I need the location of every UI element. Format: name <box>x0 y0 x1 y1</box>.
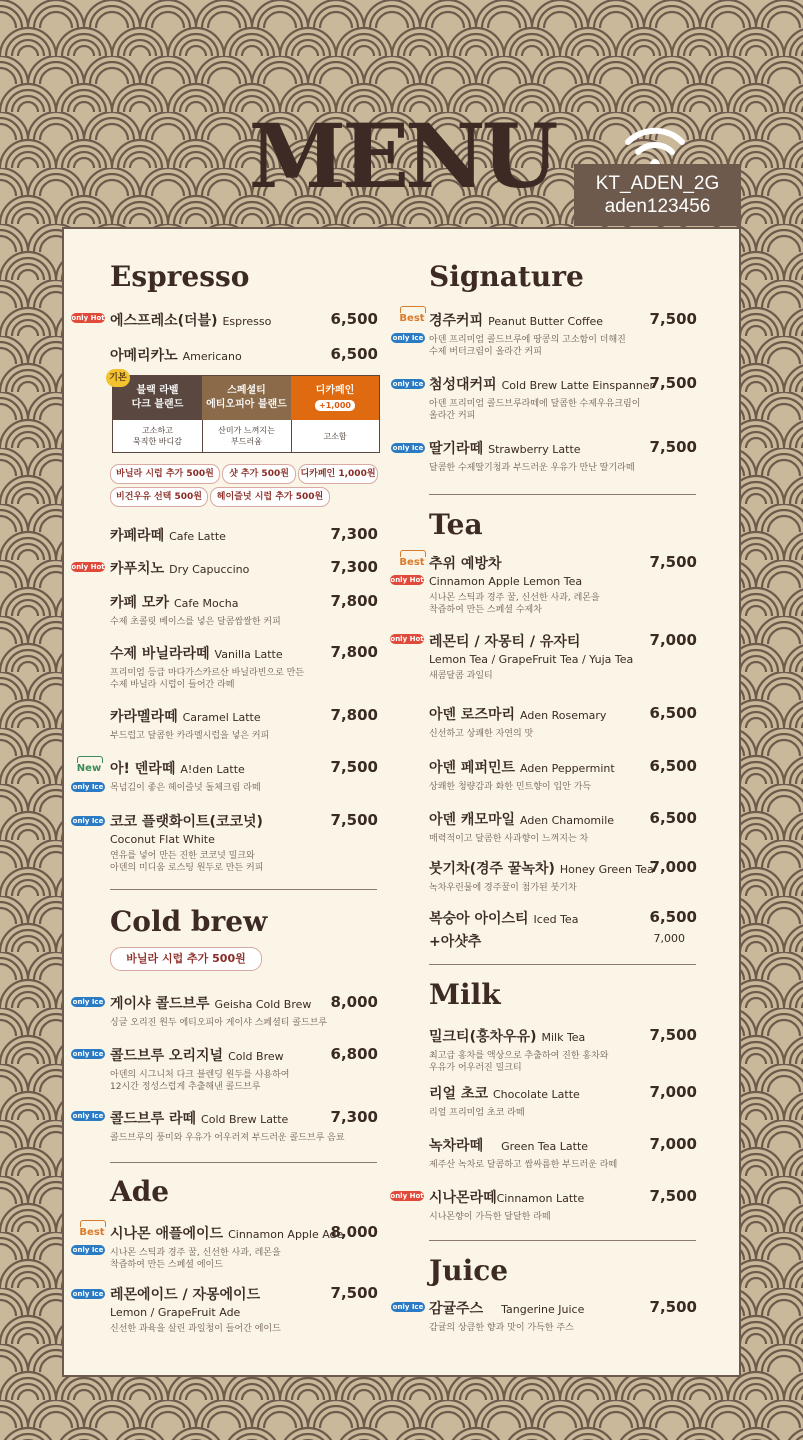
bean-head-text: 디카페인 <box>315 384 355 396</box>
menu-item-cinnamon-apple-lemon-tea <box>429 553 697 616</box>
divider <box>110 889 377 890</box>
item-price: 7,000 <box>649 1083 697 1101</box>
item-price: 6,500 <box>330 345 378 363</box>
bean-head-text: 스페셜티 에티오피아 블랜드 <box>206 385 287 410</box>
menu-item-espresso <box>110 310 378 330</box>
item-desc: 아덴 프리미엄 콜드브루라떼에 달콤한 수제우유크림이 올라간 커피 <box>429 399 641 421</box>
item-en: Cinnamon Apple Lemon Tea <box>429 575 583 588</box>
item-en: Aden Chamomile <box>520 814 615 827</box>
bean-head <box>291 376 379 420</box>
menu-item-citrus-tea <box>429 631 697 682</box>
item-en: Aden Rosemary <box>520 709 607 722</box>
item-name: 레몬에이드 / 자몽에이드 <box>110 1287 261 1303</box>
item-price: 6,500 <box>649 704 697 722</box>
item-name: 시나몬 애플에이드 <box>110 1226 224 1242</box>
best-tag: Best <box>396 306 428 324</box>
item-price: 7,500 <box>649 310 697 328</box>
item-name: 카푸치노 <box>110 561 165 577</box>
item-name: 녹차라떼 <box>429 1138 484 1154</box>
menu-item-americano <box>110 345 378 365</box>
item-desc: 목넘김이 좋은 헤이즐넛 돌체크림 라떼 <box>110 783 261 793</box>
item-en: Americano <box>182 350 242 363</box>
menu-item-green-tea-latte <box>429 1135 697 1171</box>
only-ice-tag: only Ice <box>72 1290 104 1298</box>
item-name: 복숭아 아이스티 <box>429 911 529 927</box>
item-desc: 수제 초콜릿 베이스를 넣은 달콤쌉쌀한 커피 <box>110 617 281 627</box>
item-en: Vanilla Latte <box>214 648 283 661</box>
new-tag: New <box>73 756 105 774</box>
only-hot-tag: only Hot <box>390 635 424 643</box>
item-price: 6,500 <box>649 757 697 775</box>
menu-item-peppermint <box>429 757 697 793</box>
option-pill: 바닐라 시럽 추가 500원 <box>110 464 220 484</box>
item-name: 카라멜라떼 <box>110 709 178 725</box>
only-ice-tag: only Ice <box>72 817 104 825</box>
best-tag: Best <box>76 1220 108 1238</box>
item-desc: 시나몬향이 가득한 달달한 라떼 <box>429 1212 551 1222</box>
only-ice-tag: only Ice <box>72 1050 104 1058</box>
item-desc: 달콤한 수제딸기청과 부드러운 우유가 만난 딸기라떼 <box>429 463 635 473</box>
item-name: 감귤주스 <box>429 1301 484 1317</box>
item-price: 7,300 <box>330 558 378 576</box>
section-title-milk: Milk <box>429 978 501 1011</box>
only-hot-tag: only Hot <box>390 1192 424 1200</box>
wifi-info-box <box>574 164 741 226</box>
divider <box>429 964 696 965</box>
item-en: Cinnamon Apple Ade <box>228 1228 344 1241</box>
bean-head-text: 블랙 라벨 다크 블랜드 <box>131 385 184 410</box>
item-price: 7,300 <box>330 1108 378 1126</box>
option-pill: 헤이즐넛 시럽 추가 500원 <box>210 487 330 507</box>
item-price: 7,500 <box>649 1187 697 1205</box>
item-en: Cafe Latte <box>169 530 226 543</box>
item-name: 밀크티(홍차우유) <box>429 1029 537 1045</box>
item-name: 아덴 페퍼민트 <box>429 760 516 776</box>
item-en: Strawberry Latte <box>488 443 581 456</box>
item-en: Iced Tea <box>533 913 579 926</box>
bean-plus-price: +1,000 <box>315 400 355 411</box>
item-en: Cold Brew Latte <box>201 1113 289 1126</box>
menu-item-chamomile <box>429 809 697 845</box>
item-name: 콜드브루 라떼 <box>110 1111 197 1127</box>
item-en: Aden Peppermint <box>520 762 615 775</box>
item-desc: 아덴의 시그니처 다크 블렌딩 원두를 사용하여 12시간 정성스럽게 추출해낸 콜드브루 <box>110 1070 290 1092</box>
bean-desc-text: 고소하고 묵직한 바디감 <box>133 426 182 446</box>
item-name: 경주커피 <box>429 313 484 329</box>
item-price: 7,000 <box>649 858 697 876</box>
only-ice-tag: only Ice <box>392 1303 424 1311</box>
option-pill: 디카페인 1,000원 <box>298 464 378 484</box>
item-price: 8,000 <box>330 993 378 1011</box>
only-ice-tag: only Ice <box>72 783 104 791</box>
item-price: 6,800 <box>330 1045 378 1063</box>
item-en: Dry Capuccino <box>169 563 250 576</box>
item-price: 7,800 <box>330 706 378 724</box>
item-en: A!den Latte <box>180 763 245 776</box>
item-en: Espresso <box>222 315 272 328</box>
item-en: Cold Brew Latte Einspanner <box>501 379 655 392</box>
bean-desc-text: 산미가 느껴지는 부드러움 <box>218 426 275 446</box>
item-addon-price: 7,000 <box>653 932 685 945</box>
item-name: 레몬티 / 자몽티 / 유자티 <box>429 634 581 650</box>
bean-option-specialty <box>202 376 292 452</box>
option-pill: 바닐라 시럽 추가 500원 <box>110 947 262 971</box>
item-price: 6,500 <box>649 908 697 926</box>
bean-option-decaf <box>291 376 379 452</box>
item-desc: 부드럽고 달콤한 카라멜시럽을 넣은 커피 <box>110 731 270 741</box>
item-desc: 신선하고 상쾌한 자연의 맛 <box>429 729 534 739</box>
menu-item-cold-brew-latte <box>110 1108 378 1144</box>
item-name: 추위 예방차 <box>429 556 502 572</box>
item-name: 에스프레소(더블) <box>110 313 218 329</box>
item-desc: 아덴 프리미엄 콜드브루에 땅콩의 고소함이 더해진 수제 버터크림이 올라간 커피 <box>429 335 626 357</box>
item-desc: 매력적이고 달콤한 사과향이 느껴지는 차 <box>429 834 589 844</box>
item-name: 게이샤 콜드브루 <box>110 996 210 1012</box>
divider <box>429 494 696 495</box>
menu-item-iced-tea <box>429 908 697 951</box>
menu-item-vanilla-latte <box>110 643 378 691</box>
menu-item-honey-green-tea <box>429 858 697 894</box>
section-title-juice: Juice <box>429 1254 509 1287</box>
menu-item-geisha-cold-brew <box>110 993 378 1029</box>
item-addon-name: +아샷추 <box>429 934 482 950</box>
item-en: Milk Tea <box>541 1031 586 1044</box>
item-desc: 최고급 홍차를 액상으로 추출하여 진한 홍차와 우유가 어우러진 밀크티 <box>429 1051 609 1073</box>
best-tag: Best <box>396 550 428 568</box>
item-price: 7,500 <box>330 758 378 776</box>
item-en: Cinnamon Latte <box>496 1192 585 1205</box>
section-title-espresso: Espresso <box>110 260 250 293</box>
bean-desc <box>202 420 291 452</box>
item-name: 아메리카노 <box>110 348 178 364</box>
item-desc: 신선한 과육을 살린 과일청이 들어간 에이드 <box>110 1324 281 1334</box>
item-desc: 새콤달콤 과일티 <box>429 671 493 681</box>
item-en: Coconut Flat White <box>110 833 215 846</box>
item-price: 6,500 <box>649 809 697 827</box>
only-ice-tag: only Ice <box>392 380 424 388</box>
section-title-ade: Ade <box>110 1175 170 1208</box>
item-price: 7,000 <box>649 1135 697 1153</box>
item-price: 7,500 <box>330 1284 378 1302</box>
only-hot-tag: only Hot <box>71 563 105 571</box>
item-desc: 제주산 녹차로 달콤하고 쌉싸름한 부드러운 라떼 <box>429 1160 618 1170</box>
menu-item-coconut-flat-white <box>110 811 378 874</box>
item-desc: 싱글 오리진 원두 에티오피아 게이샤 스페셜티 콜드브루 <box>110 1018 328 1028</box>
only-hot-tag: only Hot <box>390 576 424 584</box>
menu-item-real-choco <box>429 1083 697 1119</box>
item-en: Geisha Cold Brew <box>214 998 312 1011</box>
only-hot-tag: only Hot <box>71 314 105 322</box>
item-price: 7,800 <box>330 592 378 610</box>
divider <box>429 1240 696 1241</box>
item-en: Cold Brew <box>228 1050 284 1063</box>
item-en: Green Tea Latte <box>501 1140 589 1153</box>
wifi-ssid: KT_ADEN_2G <box>595 173 720 194</box>
menu-item-cheomseongdae-coffee <box>429 374 697 422</box>
bean-options-table <box>112 375 380 453</box>
basic-tag: 기본 <box>106 369 130 387</box>
bean-head <box>202 376 291 420</box>
wifi-password: aden123456 <box>604 196 711 217</box>
item-en: Tangerine Juice <box>501 1303 585 1316</box>
item-price: 7,300 <box>330 525 378 543</box>
section-title-coldbrew: Cold brew <box>110 905 268 938</box>
menu-title: MENU <box>248 104 555 208</box>
item-name: 카페라떼 <box>110 528 165 544</box>
menu-item-tangerine-juice <box>429 1298 697 1334</box>
menu-item-cinnamon-apple-ade <box>110 1223 378 1271</box>
item-name: 첨성대커피 <box>429 377 497 393</box>
bean-desc <box>113 420 202 452</box>
item-price: 7,500 <box>330 811 378 829</box>
option-pill: 샷 추가 500원 <box>222 464 296 484</box>
menu-item-aden-latte <box>110 758 378 794</box>
item-price: 7,000 <box>649 631 697 649</box>
bean-desc-text: 고소함 <box>323 431 347 441</box>
item-price: 7,500 <box>649 374 697 392</box>
menu-item-milk-tea <box>429 1026 697 1074</box>
item-name: 수제 바닐라라떼 <box>110 646 210 662</box>
only-ice-tag: only Ice <box>72 1112 104 1120</box>
item-desc: 시나몬 스틱과 경주 꿀, 신선한 사과, 레몬을 착즙하여 만든 스페셜 수제차 <box>429 593 600 615</box>
item-desc: 연유를 넣어 만든 진한 코코넛 밀크와 아덴의 미디움 로스팅 원두로 만든 커피 <box>110 851 264 873</box>
menu-item-rosemary <box>429 704 697 740</box>
bean-desc <box>291 420 379 452</box>
bean-option-black-label <box>113 376 203 452</box>
menu-item-cold-brew <box>110 1045 378 1093</box>
item-name: 리얼 초코 <box>429 1086 488 1102</box>
item-en: Cafe Mocha <box>173 597 239 610</box>
only-ice-tag: only Ice <box>72 1246 104 1254</box>
item-desc: 리얼 프리미엄 초코 라떼 <box>429 1108 525 1118</box>
only-ice-tag: only Ice <box>72 998 104 1006</box>
item-en: Peanut Butter Coffee <box>488 315 604 328</box>
item-name: 카페 모카 <box>110 595 169 611</box>
item-name: 콜드브루 오리지널 <box>110 1048 224 1064</box>
item-en: Lemon / GrapeFruit Ade <box>110 1306 241 1319</box>
divider <box>110 1162 377 1163</box>
item-name: 아덴 로즈마리 <box>429 707 516 723</box>
menu-item-gyeongju-coffee <box>429 310 697 358</box>
only-ice-tag: only Ice <box>392 334 424 342</box>
only-ice-tag: only Ice <box>392 444 424 452</box>
item-name: 붓기차(경주 꿀녹차) <box>429 861 555 877</box>
item-name: 코코 플랫화이트(코코넛) <box>110 814 263 830</box>
item-price: 7,800 <box>330 643 378 661</box>
item-price: 7,500 <box>649 1298 697 1316</box>
section-title-tea: Tea <box>429 508 483 541</box>
item-en: Lemon Tea / GrapeFruit Tea / Yuja Tea <box>429 653 634 666</box>
section-title-signature: Signature <box>429 260 584 293</box>
item-price: 7,500 <box>649 1026 697 1044</box>
item-name: 아! 덴라떼 <box>110 761 176 777</box>
menu-item-caramel-latte <box>110 706 378 742</box>
item-price: 7,500 <box>649 438 697 456</box>
item-name: 아덴 캐모마일 <box>429 812 516 828</box>
menu-item-cinnamon-latte <box>429 1187 697 1223</box>
option-pill: 비건우유 선택 500원 <box>110 487 208 507</box>
item-name: 딸기라떼 <box>429 441 484 457</box>
item-desc: 녹차우린물에 경주꿀이 첨가된 붓기차 <box>429 883 577 893</box>
item-desc: 상쾌한 청량감과 화한 민트향이 입안 가득 <box>429 782 592 792</box>
item-price: 8,000 <box>330 1223 378 1241</box>
item-en: Caramel Latte <box>182 711 261 724</box>
menu-item-lemon-ade <box>110 1284 378 1335</box>
item-price: 7,500 <box>649 553 697 571</box>
item-desc: 감귤의 상큼한 향과 맛이 가득한 주스 <box>429 1323 574 1333</box>
menu-item-strawberry-latte <box>429 438 697 474</box>
item-en: Chocolate Latte <box>492 1088 580 1101</box>
item-desc: 시나몬 스틱과 경주 꿀, 신선한 사과, 레몬을 착즙하여 만든 스페셜 에이드 <box>110 1248 281 1270</box>
item-name: 시나몬라떼 <box>429 1190 497 1206</box>
menu-item-cappuccino <box>110 558 378 578</box>
menu-item-cafe-mocha <box>110 592 378 628</box>
item-en: Honey Green Tea <box>559 863 654 876</box>
item-desc: 콜드브루의 풍미와 우유가 어우러져 부드러운 콜드브루 음료 <box>110 1133 345 1143</box>
item-price: 6,500 <box>330 310 378 328</box>
menu-item-cafe-latte <box>110 525 378 545</box>
item-desc: 프리미엄 등급 마다가스카르산 바닐라빈으로 만든 수제 바닐라 시럽이 들어간 라떼 <box>110 668 305 690</box>
